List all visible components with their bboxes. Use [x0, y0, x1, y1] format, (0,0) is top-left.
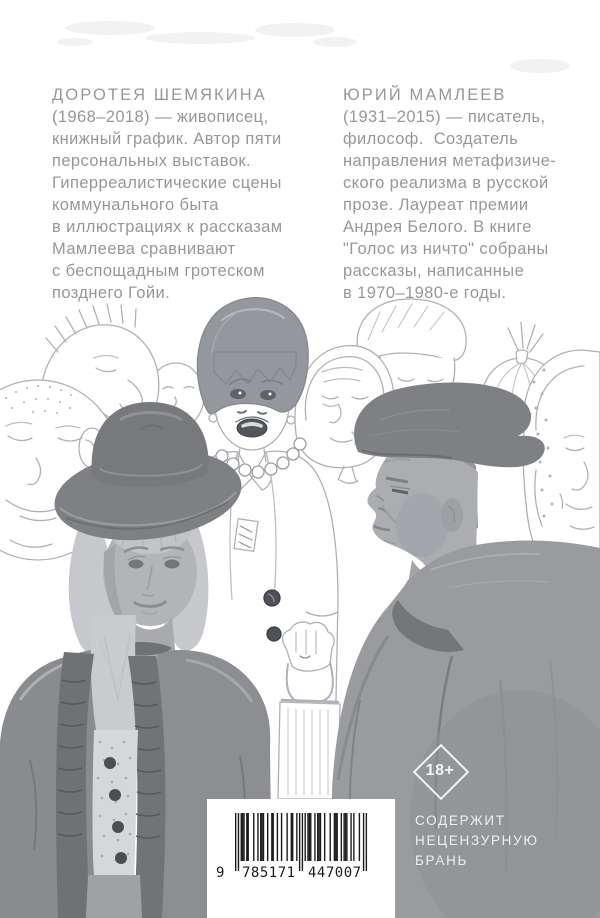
bio-line: в иллюстрациях к рассказам	[52, 218, 283, 236]
bio-line: Мамлеева сравнивают	[52, 240, 236, 258]
content-warning	[415, 811, 539, 871]
warning-line: СОДЕРЖИТ	[415, 813, 506, 828]
scan-smudges	[57, 21, 570, 73]
bio-line: направления метафизиче-	[343, 152, 557, 170]
bio-line: рассказы, написанные	[343, 262, 525, 280]
author-bio	[343, 84, 593, 304]
age-rating-badge	[414, 745, 466, 797]
illustrator-name: ДОРОТЕЯ ШЕМЯКИНА	[52, 86, 267, 104]
sketch-hand-and-bag	[278, 622, 340, 799]
bio-line: "Голос из ничто" собраны	[343, 240, 549, 258]
bio-line: (1968–2018) — живописец,	[52, 108, 269, 126]
bio-line: с беспощадным гротеском	[52, 262, 265, 280]
bio-line: ского реализма в русской	[343, 174, 549, 192]
age-rating-label: 18+	[425, 762, 455, 779]
barcode-digits-group1: 785171	[242, 865, 296, 881]
bio-line: книжный график. Автор пяти	[52, 130, 282, 148]
bio-line: Андрея Белого. В книге	[343, 218, 532, 236]
bio-line: коммунального быта	[52, 196, 219, 214]
bio-line: позднего Гойи.	[52, 284, 171, 302]
bio-line: философ. Создатель	[343, 130, 519, 148]
bio-line: прозе. Лауреат премии	[343, 196, 529, 214]
bio-line: в 1970–1980-е годы.	[343, 284, 507, 302]
barcode	[207, 799, 395, 918]
author-name: ЮРИЙ МАМЛЕЕВ	[343, 86, 507, 104]
illustrator-bio	[52, 84, 327, 304]
warning-line: НЕЦЕНЗУРНУЮ	[415, 833, 539, 848]
barcode-digit-lead: 9	[216, 865, 225, 881]
bio-line: Гиперреалистические сцены	[52, 174, 282, 192]
bio-line: персональных выставок.	[52, 152, 252, 170]
warning-line: БРАНЬ	[415, 853, 469, 868]
bio-line: (1931–2015) — писатель,	[343, 108, 546, 126]
barcode-digits-group2: 447007	[308, 865, 362, 881]
barcode-bars	[207, 799, 395, 918]
